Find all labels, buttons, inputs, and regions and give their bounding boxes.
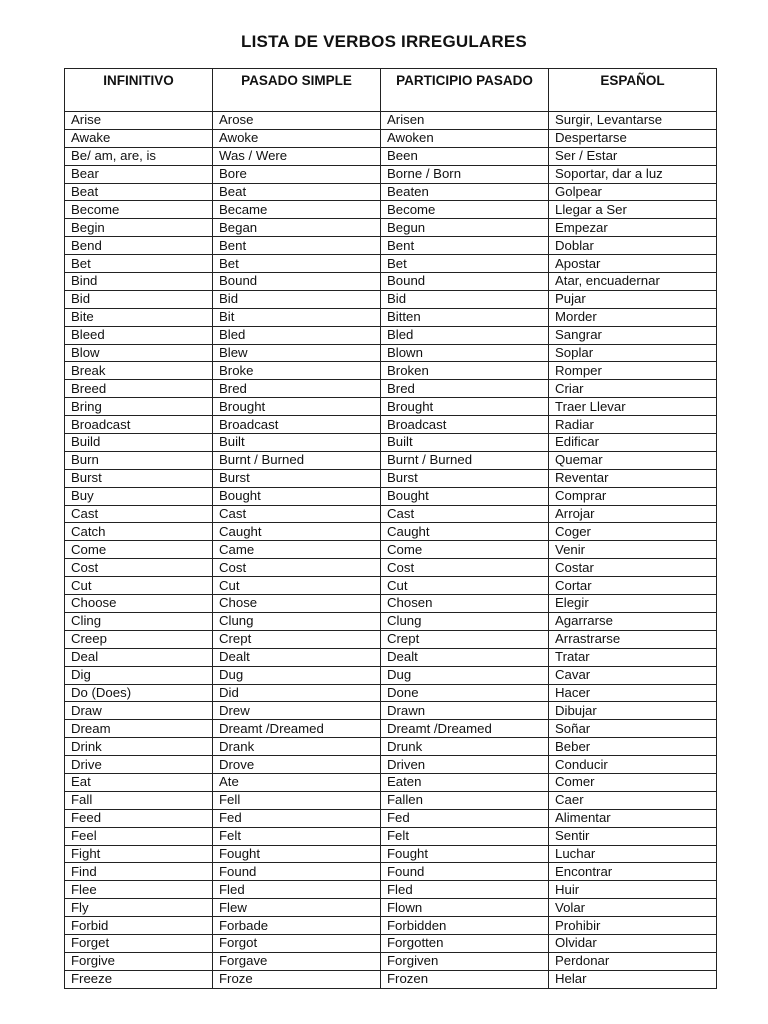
cell-pasado-simple: Did bbox=[213, 684, 381, 702]
cell-infinitivo: Bite bbox=[65, 308, 213, 326]
cell-pasado-simple: Bore bbox=[213, 165, 381, 183]
cell-infinitivo: Fall bbox=[65, 791, 213, 809]
cell-pasado-simple: Forgave bbox=[213, 952, 381, 970]
table-row bbox=[65, 487, 717, 505]
cell-infinitivo: Cut bbox=[65, 577, 213, 595]
cell-infinitivo: Eat bbox=[65, 773, 213, 791]
cell-pasado-simple: Bound bbox=[213, 273, 381, 291]
cell-infinitivo: Bring bbox=[65, 398, 213, 416]
table-header-row bbox=[65, 69, 717, 112]
cell-espanol: Volar bbox=[549, 899, 717, 917]
cell-pasado-simple: Fought bbox=[213, 845, 381, 863]
table-row bbox=[65, 255, 717, 273]
table-row bbox=[65, 541, 717, 559]
cell-espanol: Alimentar bbox=[549, 809, 717, 827]
cell-infinitivo: Burn bbox=[65, 451, 213, 469]
cell-espanol: Despertarse bbox=[549, 129, 717, 147]
cell-infinitivo: Dig bbox=[65, 666, 213, 684]
cell-participio-pasado: Forbidden bbox=[381, 917, 549, 935]
cell-participio-pasado: Clung bbox=[381, 612, 549, 630]
cell-participio-pasado: Felt bbox=[381, 827, 549, 845]
cell-espanol: Radiar bbox=[549, 416, 717, 434]
cell-participio-pasado: Drawn bbox=[381, 702, 549, 720]
cell-participio-pasado: Cast bbox=[381, 505, 549, 523]
cell-participio-pasado: Bent bbox=[381, 237, 549, 255]
cell-infinitivo: Beat bbox=[65, 183, 213, 201]
cell-participio-pasado: Built bbox=[381, 434, 549, 452]
table-row bbox=[65, 559, 717, 577]
cell-espanol: Criar bbox=[549, 380, 717, 398]
table-row bbox=[65, 952, 717, 970]
table-row bbox=[65, 290, 717, 308]
table-row bbox=[65, 809, 717, 827]
cell-infinitivo: Be/ am, are, is bbox=[65, 147, 213, 165]
cell-participio-pasado: Begun bbox=[381, 219, 549, 237]
cell-espanol: Dibujar bbox=[549, 702, 717, 720]
cell-participio-pasado: Dreamt /Dreamed bbox=[381, 720, 549, 738]
cell-infinitivo: Forget bbox=[65, 934, 213, 952]
cell-pasado-simple: Burst bbox=[213, 469, 381, 487]
cell-participio-pasado: Brought bbox=[381, 398, 549, 416]
cell-participio-pasado: Burnt / Burned bbox=[381, 451, 549, 469]
cell-espanol: Huir bbox=[549, 881, 717, 899]
cell-pasado-simple: Bit bbox=[213, 308, 381, 326]
cell-infinitivo: Buy bbox=[65, 487, 213, 505]
cell-participio-pasado: Awoken bbox=[381, 129, 549, 147]
table-row bbox=[65, 595, 717, 613]
table-row bbox=[65, 970, 717, 988]
cell-participio-pasado: Bitten bbox=[381, 308, 549, 326]
cell-espanol: Elegir bbox=[549, 595, 717, 613]
cell-participio-pasado: Bid bbox=[381, 290, 549, 308]
cell-pasado-simple: Bet bbox=[213, 255, 381, 273]
cell-infinitivo: Freeze bbox=[65, 970, 213, 988]
cell-espanol: Agarrarse bbox=[549, 612, 717, 630]
cell-participio-pasado: Fought bbox=[381, 845, 549, 863]
cell-participio-pasado: Bred bbox=[381, 380, 549, 398]
cell-pasado-simple: Flew bbox=[213, 899, 381, 917]
cell-infinitivo: Begin bbox=[65, 219, 213, 237]
table-row bbox=[65, 917, 717, 935]
cell-espanol: Hacer bbox=[549, 684, 717, 702]
table-row bbox=[65, 684, 717, 702]
cell-pasado-simple: Bled bbox=[213, 326, 381, 344]
cell-espanol: Sangrar bbox=[549, 326, 717, 344]
cell-pasado-simple: Drank bbox=[213, 738, 381, 756]
table-row bbox=[65, 791, 717, 809]
cell-infinitivo: Awake bbox=[65, 129, 213, 147]
cell-espanol: Luchar bbox=[549, 845, 717, 863]
cell-espanol: Traer Llevar bbox=[549, 398, 717, 416]
cell-infinitivo: Bend bbox=[65, 237, 213, 255]
table-row bbox=[65, 165, 717, 183]
table-row bbox=[65, 845, 717, 863]
header-infinitivo: INFINITIVO bbox=[65, 69, 213, 112]
cell-participio-pasado: Bet bbox=[381, 255, 549, 273]
cell-pasado-simple: Blew bbox=[213, 344, 381, 362]
cell-infinitivo: Cast bbox=[65, 505, 213, 523]
cell-participio-pasado: Chosen bbox=[381, 595, 549, 613]
cell-participio-pasado: Broadcast bbox=[381, 416, 549, 434]
cell-infinitivo: Fly bbox=[65, 899, 213, 917]
cell-participio-pasado: Done bbox=[381, 684, 549, 702]
cell-participio-pasado: Blown bbox=[381, 344, 549, 362]
table-row bbox=[65, 881, 717, 899]
cell-infinitivo: Become bbox=[65, 201, 213, 219]
cell-participio-pasado: Frozen bbox=[381, 970, 549, 988]
cell-pasado-simple: Fed bbox=[213, 809, 381, 827]
cell-infinitivo: Blow bbox=[65, 344, 213, 362]
cell-participio-pasado: Bought bbox=[381, 487, 549, 505]
header-espanol: ESPAÑOL bbox=[549, 69, 717, 112]
cell-pasado-simple: Found bbox=[213, 863, 381, 881]
cell-infinitivo: Feel bbox=[65, 827, 213, 845]
cell-pasado-simple: Clung bbox=[213, 612, 381, 630]
cell-pasado-simple: Chose bbox=[213, 595, 381, 613]
cell-infinitivo: Flee bbox=[65, 881, 213, 899]
cell-espanol: Pujar bbox=[549, 290, 717, 308]
cell-infinitivo: Forgive bbox=[65, 952, 213, 970]
cell-participio-pasado: Caught bbox=[381, 523, 549, 541]
table-row bbox=[65, 344, 717, 362]
cell-pasado-simple: Dealt bbox=[213, 648, 381, 666]
table-row bbox=[65, 648, 717, 666]
cell-infinitivo: Arise bbox=[65, 112, 213, 130]
cell-espanol: Olvidar bbox=[549, 934, 717, 952]
cell-participio-pasado: Flown bbox=[381, 899, 549, 917]
table-row bbox=[65, 863, 717, 881]
cell-infinitivo: Feed bbox=[65, 809, 213, 827]
cell-pasado-simple: Ate bbox=[213, 773, 381, 791]
cell-participio-pasado: Broken bbox=[381, 362, 549, 380]
cell-infinitivo: Deal bbox=[65, 648, 213, 666]
table-row bbox=[65, 434, 717, 452]
cell-espanol: Ser / Estar bbox=[549, 147, 717, 165]
cell-pasado-simple: Drew bbox=[213, 702, 381, 720]
cell-espanol: Doblar bbox=[549, 237, 717, 255]
cell-participio-pasado: Fled bbox=[381, 881, 549, 899]
table-row bbox=[65, 147, 717, 165]
table-row bbox=[65, 702, 717, 720]
cell-participio-pasado: Burst bbox=[381, 469, 549, 487]
table-row bbox=[65, 738, 717, 756]
cell-pasado-simple: Dreamt /Dreamed bbox=[213, 720, 381, 738]
cell-pasado-simple: Broke bbox=[213, 362, 381, 380]
cell-infinitivo: Broadcast bbox=[65, 416, 213, 434]
cell-espanol: Golpear bbox=[549, 183, 717, 201]
table-row bbox=[65, 129, 717, 147]
cell-infinitivo: Bleed bbox=[65, 326, 213, 344]
cell-pasado-simple: Bought bbox=[213, 487, 381, 505]
cell-participio-pasado: Driven bbox=[381, 756, 549, 774]
cell-participio-pasado: Dealt bbox=[381, 648, 549, 666]
table-row bbox=[65, 827, 717, 845]
cell-espanol: Empezar bbox=[549, 219, 717, 237]
cell-pasado-simple: Cast bbox=[213, 505, 381, 523]
cell-espanol: Soportar, dar a luz bbox=[549, 165, 717, 183]
cell-infinitivo: Break bbox=[65, 362, 213, 380]
cell-espanol: Soñar bbox=[549, 720, 717, 738]
cell-espanol: Romper bbox=[549, 362, 717, 380]
header-pasado-simple: PASADO SIMPLE bbox=[213, 69, 381, 112]
table-row bbox=[65, 112, 717, 130]
table-row bbox=[65, 666, 717, 684]
cell-espanol: Arrastrarse bbox=[549, 630, 717, 648]
cell-infinitivo: Catch bbox=[65, 523, 213, 541]
cell-pasado-simple: Crept bbox=[213, 630, 381, 648]
cell-infinitivo: Burst bbox=[65, 469, 213, 487]
cell-infinitivo: Cling bbox=[65, 612, 213, 630]
table-row bbox=[65, 308, 717, 326]
table-row bbox=[65, 380, 717, 398]
table-row bbox=[65, 577, 717, 595]
cell-espanol: Apostar bbox=[549, 255, 717, 273]
cell-pasado-simple: Forbade bbox=[213, 917, 381, 935]
cell-pasado-simple: Awoke bbox=[213, 129, 381, 147]
cell-pasado-simple: Caught bbox=[213, 523, 381, 541]
table-row bbox=[65, 183, 717, 201]
cell-infinitivo: Cost bbox=[65, 559, 213, 577]
table-body bbox=[65, 112, 717, 989]
table-row bbox=[65, 773, 717, 791]
cell-participio-pasado: Beaten bbox=[381, 183, 549, 201]
cell-espanol: Venir bbox=[549, 541, 717, 559]
cell-espanol: Prohibir bbox=[549, 917, 717, 935]
table-row bbox=[65, 219, 717, 237]
cell-espanol: Edificar bbox=[549, 434, 717, 452]
cell-espanol: Costar bbox=[549, 559, 717, 577]
table-row bbox=[65, 273, 717, 291]
table-row bbox=[65, 612, 717, 630]
cell-infinitivo: Drive bbox=[65, 756, 213, 774]
cell-pasado-simple: Began bbox=[213, 219, 381, 237]
cell-espanol: Conducir bbox=[549, 756, 717, 774]
cell-participio-pasado: Fed bbox=[381, 809, 549, 827]
cell-pasado-simple: Cut bbox=[213, 577, 381, 595]
cell-participio-pasado: Been bbox=[381, 147, 549, 165]
cell-participio-pasado: Forgiven bbox=[381, 952, 549, 970]
cell-espanol: Arrojar bbox=[549, 505, 717, 523]
cell-participio-pasado: Crept bbox=[381, 630, 549, 648]
cell-espanol: Soplar bbox=[549, 344, 717, 362]
cell-infinitivo: Draw bbox=[65, 702, 213, 720]
table-row bbox=[65, 505, 717, 523]
cell-pasado-simple: Bred bbox=[213, 380, 381, 398]
cell-pasado-simple: Broadcast bbox=[213, 416, 381, 434]
cell-pasado-simple: Dug bbox=[213, 666, 381, 684]
cell-infinitivo: Bind bbox=[65, 273, 213, 291]
cell-espanol: Surgir, Levantarse bbox=[549, 112, 717, 130]
cell-infinitivo: Choose bbox=[65, 595, 213, 613]
cell-pasado-simple: Built bbox=[213, 434, 381, 452]
table-row bbox=[65, 237, 717, 255]
cell-infinitivo: Breed bbox=[65, 380, 213, 398]
cell-infinitivo: Build bbox=[65, 434, 213, 452]
cell-pasado-simple: Arose bbox=[213, 112, 381, 130]
cell-participio-pasado: Become bbox=[381, 201, 549, 219]
cell-infinitivo: Creep bbox=[65, 630, 213, 648]
header-participio-pasado: PARTICIPIO PASADO bbox=[381, 69, 549, 112]
irregular-verbs-table bbox=[64, 68, 717, 989]
cell-pasado-simple: Cost bbox=[213, 559, 381, 577]
cell-pasado-simple: Came bbox=[213, 541, 381, 559]
cell-infinitivo: Drink bbox=[65, 738, 213, 756]
cell-espanol: Quemar bbox=[549, 451, 717, 469]
cell-participio-pasado: Found bbox=[381, 863, 549, 881]
cell-participio-pasado: Eaten bbox=[381, 773, 549, 791]
cell-infinitivo: Bet bbox=[65, 255, 213, 273]
cell-espanol: Llegar a Ser bbox=[549, 201, 717, 219]
cell-infinitivo: Find bbox=[65, 863, 213, 881]
cell-espanol: Coger bbox=[549, 523, 717, 541]
cell-pasado-simple: Fell bbox=[213, 791, 381, 809]
table-row bbox=[65, 899, 717, 917]
table-row bbox=[65, 934, 717, 952]
cell-infinitivo: Dream bbox=[65, 720, 213, 738]
cell-participio-pasado: Dug bbox=[381, 666, 549, 684]
cell-participio-pasado: Forgotten bbox=[381, 934, 549, 952]
table-row bbox=[65, 451, 717, 469]
cell-espanol: Beber bbox=[549, 738, 717, 756]
table-row bbox=[65, 523, 717, 541]
cell-pasado-simple: Drove bbox=[213, 756, 381, 774]
cell-infinitivo: Fight bbox=[65, 845, 213, 863]
cell-pasado-simple: Brought bbox=[213, 398, 381, 416]
cell-pasado-simple: Became bbox=[213, 201, 381, 219]
cell-espanol: Comer bbox=[549, 773, 717, 791]
cell-espanol: Atar, encuadernar bbox=[549, 273, 717, 291]
page-title: LISTA DE VERBOS IRREGULARES bbox=[241, 32, 527, 51]
cell-espanol: Cavar bbox=[549, 666, 717, 684]
cell-espanol: Encontrar bbox=[549, 863, 717, 881]
cell-pasado-simple: Fled bbox=[213, 881, 381, 899]
cell-participio-pasado: Cut bbox=[381, 577, 549, 595]
table-row bbox=[65, 201, 717, 219]
cell-espanol: Caer bbox=[549, 791, 717, 809]
table-row bbox=[65, 469, 717, 487]
cell-infinitivo: Do (Does) bbox=[65, 684, 213, 702]
cell-infinitivo: Bear bbox=[65, 165, 213, 183]
cell-espanol: Morder bbox=[549, 308, 717, 326]
cell-espanol: Helar bbox=[549, 970, 717, 988]
cell-participio-pasado: Cost bbox=[381, 559, 549, 577]
cell-infinitivo: Bid bbox=[65, 290, 213, 308]
table-row bbox=[65, 720, 717, 738]
table-row bbox=[65, 630, 717, 648]
cell-pasado-simple: Burnt / Burned bbox=[213, 451, 381, 469]
cell-participio-pasado: Arisen bbox=[381, 112, 549, 130]
table-row bbox=[65, 398, 717, 416]
cell-participio-pasado: Drunk bbox=[381, 738, 549, 756]
cell-pasado-simple: Bent bbox=[213, 237, 381, 255]
cell-espanol: Comprar bbox=[549, 487, 717, 505]
cell-pasado-simple: Forgot bbox=[213, 934, 381, 952]
cell-espanol: Perdonar bbox=[549, 952, 717, 970]
cell-pasado-simple: Was / Were bbox=[213, 147, 381, 165]
cell-espanol: Reventar bbox=[549, 469, 717, 487]
cell-espanol: Cortar bbox=[549, 577, 717, 595]
cell-pasado-simple: Beat bbox=[213, 183, 381, 201]
cell-infinitivo: Come bbox=[65, 541, 213, 559]
table-row bbox=[65, 362, 717, 380]
cell-participio-pasado: Borne / Born bbox=[381, 165, 549, 183]
cell-pasado-simple: Froze bbox=[213, 970, 381, 988]
cell-participio-pasado: Fallen bbox=[381, 791, 549, 809]
cell-infinitivo: Forbid bbox=[65, 917, 213, 935]
cell-pasado-simple: Felt bbox=[213, 827, 381, 845]
cell-participio-pasado: Come bbox=[381, 541, 549, 559]
cell-espanol: Tratar bbox=[549, 648, 717, 666]
table-row bbox=[65, 326, 717, 344]
cell-pasado-simple: Bid bbox=[213, 290, 381, 308]
cell-participio-pasado: Bound bbox=[381, 273, 549, 291]
table-row bbox=[65, 416, 717, 434]
cell-espanol: Sentir bbox=[549, 827, 717, 845]
cell-participio-pasado: Bled bbox=[381, 326, 549, 344]
table-row bbox=[65, 756, 717, 774]
